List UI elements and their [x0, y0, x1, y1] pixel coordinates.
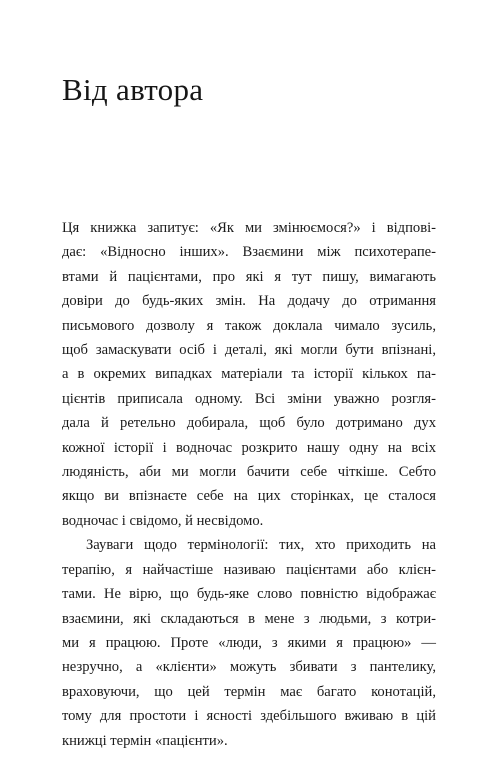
text-line: Ця книжка запитує: «Як ми змінюємося?» і відпові-: [62, 220, 436, 236]
text-line: водночас і свідомо, й несвідомо.: [62, 512, 264, 529]
text-line: якщо ви впізнаєте себе на цих сторінках, це сталося: [62, 488, 436, 505]
text-line: дала й ретельно добирала, щоб було дотримано дух: [62, 415, 436, 432]
text-line: незручно, а «клієнти» можуть збивати з пантелику,: [62, 659, 436, 676]
text-line: а в окремих випадках матеріали та історії кількох па-: [62, 366, 436, 383]
text-line: щоб замаскувати осіб і деталі, які могли бути впізнані,: [62, 342, 436, 359]
text-line: дає: «Відносно інших». Взаємини між психотерапе-: [62, 244, 436, 261]
text-line: враховуючи, що цей термін має багато конотацій,: [62, 683, 436, 700]
text-line: взаємини, які складаються в мене з людьми, з котри-: [62, 610, 436, 627]
text-line: тами. Не вірю, що будь-яке слово повністю відображає: [62, 586, 436, 603]
text-line: цієнтів приписала одному. Всі зміни уважно розгля-: [62, 390, 436, 407]
text-line: тому для простоти і ясності здебільшого вживаю в цій: [62, 708, 436, 725]
text-line: людяність, аби ми могли бачити себе чіткіше. Себто: [62, 464, 436, 481]
body-text: [62, 216, 436, 753]
text-line: ми я працюю. Проте «люди, з якими я працюю» —: [62, 634, 436, 651]
text-line: книжці термін «пацієнти».: [62, 732, 228, 749]
text-line: кожної історії і водночас розкрито нашу одну на всіх: [62, 439, 436, 456]
text-line: терапію, я найчастіше називаю пацієнтами або клієн-: [62, 561, 436, 578]
text-line: Зауваги щодо термінології: тих, хто приходить на: [86, 537, 436, 554]
chapter-title: Від автора: [62, 72, 204, 107]
text-line: втами й пацієнтами, про які я тут пишу, вимагають: [62, 268, 436, 285]
text-line: письмового дозволу я також доклала чимало зусиль,: [62, 317, 436, 334]
paragraph-1: [62, 216, 436, 533]
paragraph-2: [62, 533, 436, 753]
text-line: довіри до будь-яких змін. На додачу до отримання: [62, 293, 436, 310]
